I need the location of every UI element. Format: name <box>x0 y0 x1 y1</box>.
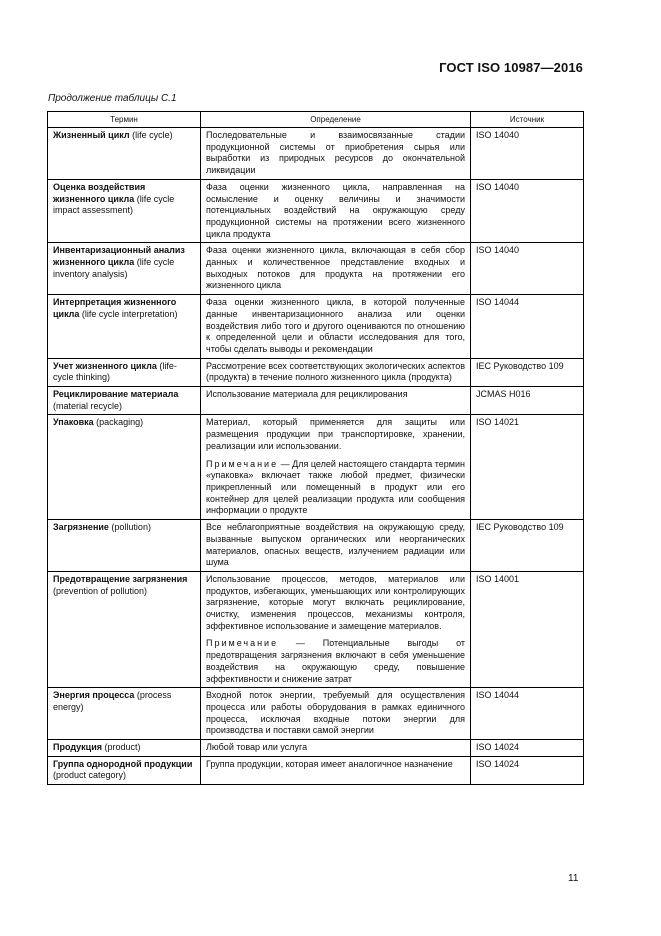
term-name: Жизненный цикл <box>53 130 130 140</box>
definition-text: Фаза оценки жизненного цикла, включающая в себя сбор данных и количественное представление входных и выходных потоков для продукта на протяжении его жизненного цикла <box>206 245 465 291</box>
term-name: Загрязнение <box>53 522 109 533</box>
term-english: (life cycle inventory analysis) <box>53 257 175 279</box>
source-cell: JCMAS H016 <box>471 387 584 415</box>
definition-text: Последовательные и взаимосвязанные стадии продукционной системы от приобретения сырья или выработки из природных ресурсов до окончательной ликвидации <box>206 130 465 176</box>
definition-text: Использование процессов, методов, материалов или продуктов, избегающих, уменьшающих или контролирующих загрязнение, которые могут включать рециклирование, очистку, изменения процессов, механизмы контроля, эффективное использование и замещение материалов. <box>206 573 465 631</box>
note-text: — Потенциальные выгоды от предотвращения загрязнения включают в себя уменьшение воздействия на окружающую среду, повышение эффективности и снижение затрат <box>206 638 465 684</box>
term-english: (pollution) <box>108 522 151 533</box>
definition-text: Фаза оценки жизненного цикла, в которой полученные данные инвентаризационного анализа или оценки воздействия либо того и другого оцениваются по отношению к определенной цели и области исследования для того, чтобы сделать выводы и рекомендации <box>206 297 465 354</box>
table-row <box>48 756 584 784</box>
definition-cell <box>201 571 471 687</box>
header-source: Источник <box>471 112 584 128</box>
term-english: (life cycle impact assessment) <box>53 193 175 216</box>
term-name: Рециклирование материала <box>53 389 179 400</box>
table-header-row <box>48 112 584 128</box>
standard-id: ГОСТ ISO 10987—2016 <box>439 60 583 75</box>
table-row <box>48 520 584 572</box>
term-name: Интерпретация жизненного цикла <box>53 297 177 319</box>
term-english: (life-cycle thinking) <box>53 360 177 383</box>
definition-note <box>206 459 465 518</box>
definition-cell <box>201 740 471 757</box>
term-name: Упаковка <box>53 417 94 428</box>
source-cell: ISO 14044 <box>471 688 584 740</box>
source-cell: ISO 14044 <box>471 295 584 359</box>
term-name: Инвентаризационный анализ жизненного цикла <box>53 245 185 268</box>
definition-note <box>206 638 465 685</box>
term-cell <box>48 571 201 687</box>
source-cell: ISO 14001 <box>471 571 584 687</box>
term-english: (life cycle interpretation) <box>79 308 178 319</box>
source-cell: ISO 14040 <box>471 179 584 243</box>
definition-cell <box>201 415 471 520</box>
term-cell <box>48 520 201 572</box>
definition-cell <box>201 688 471 740</box>
table-row <box>48 179 584 243</box>
table-row <box>48 688 584 740</box>
term-cell <box>48 756 201 784</box>
term-name: Группа однородной продукции <box>53 758 193 769</box>
term-english: (product category) <box>53 770 127 781</box>
source-cell: ISO 14024 <box>471 756 584 784</box>
definition-cell <box>201 756 471 784</box>
table-row <box>48 571 584 687</box>
table-row <box>48 740 584 757</box>
terms-table <box>47 111 584 785</box>
definition-text: Группа продукции, которая имеет аналогичное назначение <box>206 758 453 769</box>
table-row <box>48 358 584 386</box>
term-cell <box>48 387 201 415</box>
definition-text: Фаза оценки жизненного цикла, направленная на осмысление и оценку величины и значимости потенциальных воздействий на окружающую среду продукционной системы на протяжении всего жизненного цикла продукта <box>206 181 465 239</box>
source-cell: ISO 14040 <box>471 128 584 180</box>
term-cell <box>48 128 201 180</box>
header-term: Термин <box>48 112 201 128</box>
definition-cell <box>201 295 471 359</box>
note-label: Примечание <box>206 458 279 469</box>
source-cell: ISO 14040 <box>471 243 584 295</box>
definition-cell <box>201 520 471 572</box>
term-english: (life cycle) <box>129 130 173 140</box>
definition-cell <box>201 179 471 243</box>
term-cell <box>48 688 201 740</box>
definition-text: Материал, который применяется для защиты или размещения продукции при транспортировке, хранении, реализации или использовании. <box>206 417 465 451</box>
term-english: (prevention of pollution) <box>53 585 148 596</box>
definition-cell <box>201 128 471 180</box>
term-cell <box>48 243 201 295</box>
term-english: (product) <box>102 742 141 753</box>
header-definition: Определение <box>201 112 471 128</box>
source-cell: ISO 14024 <box>471 740 584 757</box>
definition-text: Использование материала для рециклирования <box>206 389 408 400</box>
term-name: Продукция <box>53 742 102 753</box>
term-name: Энергия процесса <box>53 690 135 701</box>
table-row <box>48 295 584 359</box>
table-row <box>48 415 584 520</box>
term-name: Учет жизненного цикла <box>53 360 157 371</box>
table-row <box>48 128 584 180</box>
term-cell <box>48 179 201 243</box>
definition-text: Рассмотрение всех соответствующих экологических аспектов (продукта) в течение полного жизненного цикла (продукта) <box>206 360 465 383</box>
definition-cell <box>201 243 471 295</box>
definition-text: Все неблагоприятные воздействия на окружающую среду, вызванные выпуском органических или неорганических материалов, опасных веществ, излучением радиации или шума <box>206 522 465 568</box>
table-row <box>48 387 584 415</box>
source-cell: IEC Руководство 109 <box>471 520 584 572</box>
source-cell: ISO 14021 <box>471 415 584 520</box>
table-row <box>48 243 584 295</box>
term-cell <box>48 295 201 359</box>
term-english: (packaging) <box>93 417 144 428</box>
term-name: Предотвращение загрязнения <box>53 573 188 584</box>
table-caption: Продолжение таблицы C.1 <box>48 93 177 104</box>
term-cell <box>48 415 201 520</box>
definition-cell <box>201 358 471 386</box>
term-cell <box>48 358 201 386</box>
definition-text: Входной поток энергии, требуемый для осуществления процесса или работы оборудования в рамках единичного процесса, исключая входные потоки энергии для производства и поставки самой энергии <box>206 690 465 736</box>
term-name: Оценка воздействия жизненного цикла <box>53 181 146 204</box>
note-text: — Для целей настоящего стандарта термин «упаковка» включает также любой предмет, физически прикрепленный или помещенный в продукт или его контейнер для целей реализации продукта или сообщения информации о продукте <box>206 458 465 516</box>
term-cell <box>48 740 201 757</box>
definition-cell <box>201 387 471 415</box>
term-english: (process energy) <box>53 690 172 712</box>
source-cell: IEC Руководство 109 <box>471 358 584 386</box>
definition-text: Любой товар или услуга <box>206 742 308 753</box>
note-label: Примечание <box>206 638 279 649</box>
term-english: (material recycle) <box>53 400 123 411</box>
page-number: 11 <box>568 873 579 884</box>
